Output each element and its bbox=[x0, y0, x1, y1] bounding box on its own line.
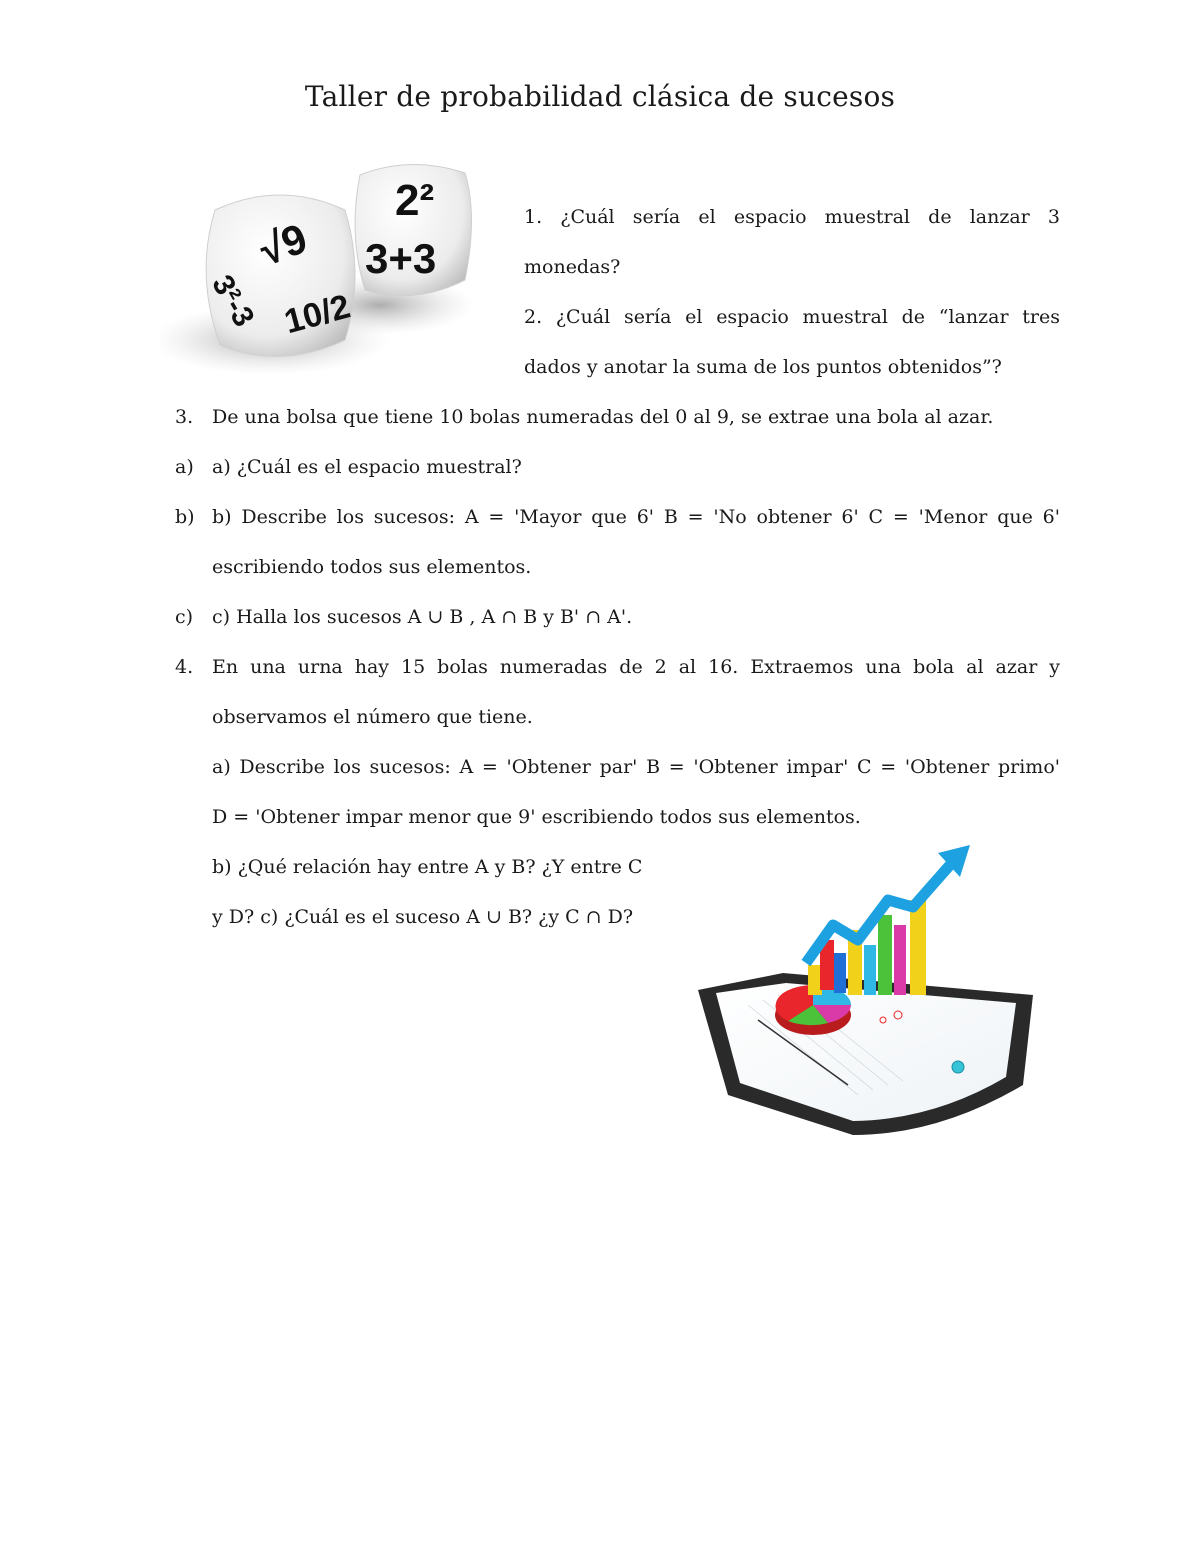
q3-b-line2: escribiendo todos sus elementos. bbox=[212, 556, 532, 578]
q4-number: 4. bbox=[175, 656, 194, 678]
q4-a-line2: D = 'Obtener impar menor que 9' escribiendo todos sus elementos. bbox=[212, 806, 861, 828]
page-title: Taller de probabilidad clásica de sucesos bbox=[304, 80, 896, 113]
die-left-front-text: 10/2 bbox=[280, 287, 355, 342]
q3-c-marker: c) bbox=[175, 606, 194, 628]
die-right-front-text: 3+3 bbox=[365, 235, 437, 282]
q4-line2: observamos el número que tiene. bbox=[212, 706, 533, 728]
q2-line2: dados y anotar la suma de los puntos obtenidos”? bbox=[524, 356, 1002, 378]
q4-line1: En una urna hay 15 bolas numeradas de 2 al 16. Extraemos una bola al azar y bbox=[212, 656, 1060, 678]
q3-b-line1: b) Describe los sucesos: A = 'Mayor que 6' B = 'No obtener 6' C = 'Menor que 6' bbox=[212, 506, 1060, 528]
q2-line1: 2. ¿Cuál sería el espacio muestral de “lanzar tres bbox=[524, 306, 1060, 328]
q1-line1: 1. ¿Cuál sería el espacio muestral de lanzar 3 bbox=[524, 206, 1060, 228]
q1-line2: monedas? bbox=[524, 256, 621, 278]
right-die bbox=[355, 164, 471, 295]
q4-a-line1: a) Describe los sucesos: A = 'Obtener par' B = 'Obtener impar' C = 'Obtener primo' bbox=[212, 756, 1060, 778]
q3-b-marker: b) bbox=[175, 506, 195, 528]
dice-illustration bbox=[160, 155, 480, 380]
left-die bbox=[205, 195, 355, 356]
die-left-side-text: 3²-3 bbox=[205, 269, 261, 333]
tablet-chart-illustration bbox=[688, 845, 1043, 1140]
die-right-top-text: 2² bbox=[395, 176, 435, 225]
q3-c-text: c) Halla los sucesos A ∪ B , A ∩ B y B' ∩ A'. bbox=[212, 606, 633, 628]
q3-a-text: a) ¿Cuál es el espacio muestral? bbox=[212, 456, 522, 478]
die-left-top-text: √9 bbox=[253, 214, 314, 275]
q4-b-line2: y D? c) ¿Cuál es el suceso A ∪ B? ¿y C ∩ D? bbox=[212, 906, 634, 928]
bar-chart bbox=[808, 900, 926, 995]
q3-text: De una bolsa que tiene 10 bolas numeradas del 0 al 9, se extrae una bola al azar. bbox=[212, 406, 994, 428]
q3-a-marker: a) bbox=[175, 456, 194, 478]
q4-b-line1: b) ¿Qué relación hay entre A y B? ¿Y entre C bbox=[212, 856, 643, 878]
tablet-home-button bbox=[952, 1061, 964, 1073]
q3-number: 3. bbox=[175, 406, 194, 428]
